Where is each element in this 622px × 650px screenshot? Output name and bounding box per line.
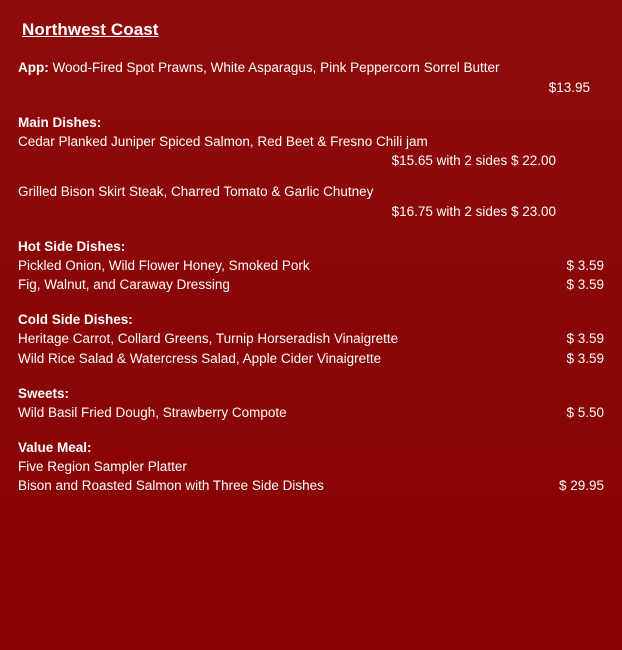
dish-name: Cedar Planked Juniper Spiced Salmon, Red Beet & Fresno Chili jam [18, 133, 428, 149]
list-item [18, 275, 604, 294]
dish-price: $16.75 with 2 sides $ 23.00 [391, 204, 556, 219]
list-item [18, 349, 604, 368]
dish-name: Grilled Bison Skirt Steak, Charred Tomato & Garlic Chutney [18, 184, 374, 200]
section-cold-side-dishes [18, 312, 604, 367]
dish-price: $15.65 with 2 sides $ 22.00 [391, 153, 556, 169]
section-appetizer [18, 58, 604, 97]
list-item [18, 256, 604, 275]
section-heading-value-meal: Value Meal: [18, 439, 92, 455]
section-heading-main-dishes: Main Dishes: [18, 114, 102, 130]
section-sweets [18, 386, 604, 422]
dish-price: $ 29.95 [558, 478, 604, 494]
dish-name: Wild Rice Salad & Watercress Salad, Apple Cider Vinaigrette [18, 350, 382, 366]
appetizer-line [18, 58, 604, 78]
list-item [18, 329, 604, 348]
dish-name: Pickled Onion, Wild Flower Honey, Smoked Pork [18, 258, 310, 274]
dish-price: $ 3.59 [566, 331, 604, 347]
list-item [18, 132, 604, 171]
dish-price: $ 5.50 [566, 404, 604, 420]
dish-name: Fig, Walnut, and Caraway Dressing [18, 277, 230, 293]
list-item [18, 182, 604, 221]
dish-price: $ 3.59 [566, 258, 604, 274]
section-hot-side-dishes [18, 239, 604, 294]
dish-name: Wild Basil Fried Dough, Strawberry Compote [18, 404, 287, 420]
dish-name: Heritage Carrot, Collard Greens, Turnip Horseradish Vinaigrette [18, 331, 399, 347]
list-item [18, 476, 604, 495]
section-value-meal [18, 440, 604, 495]
dish-price: $ 3.59 [566, 350, 604, 366]
list-item [18, 403, 604, 422]
section-main-dishes [18, 115, 604, 221]
appetizer-price: $13.95 [548, 79, 590, 95]
page-title: Northwest Coast [22, 20, 159, 39]
section-heading-sweets: Sweets: [18, 385, 70, 401]
appetizer-description: Wood-Fired Spot Prawns, White Asparagus, Pink Peppercorn Sorrel Butter [52, 60, 500, 75]
dish-name: Bison and Roasted Salmon with Three Side Dishes [18, 478, 324, 494]
dish-name: Five Region Sampler Platter [18, 458, 187, 474]
section-heading-hot-side-dishes: Hot Side Dishes: [18, 239, 126, 255]
dish-price: $ 3.59 [566, 277, 604, 293]
section-heading-cold-side-dishes: Cold Side Dishes: [18, 312, 133, 328]
appetizer-label: App: [18, 60, 49, 75]
list-item [18, 457, 604, 476]
